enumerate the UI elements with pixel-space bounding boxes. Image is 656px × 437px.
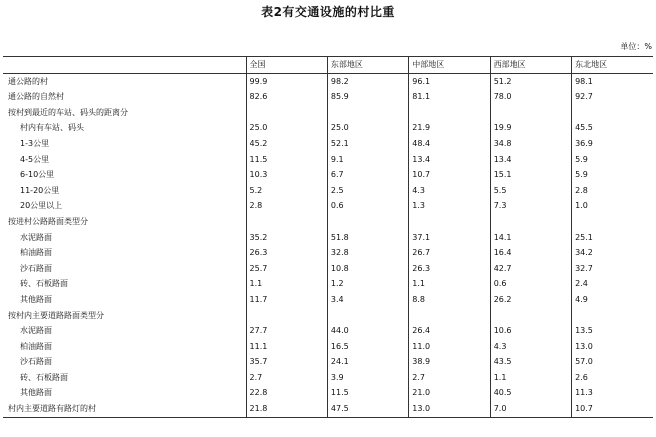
column-header: 全国 — [246, 57, 327, 74]
value-cell: 4.9 — [572, 292, 653, 308]
value-cell: 51.2 — [490, 73, 571, 89]
header-corner-cell — [3, 57, 246, 74]
table-row — [3, 136, 653, 152]
row-label: 1-3公里 — [20, 138, 50, 148]
value-cell: 19.9 — [490, 120, 571, 136]
row-label: 20公里以上 — [20, 201, 63, 211]
table-row — [3, 370, 653, 386]
value-cell: 36.9 — [572, 136, 653, 152]
value-cell: 43.5 — [490, 354, 571, 370]
value-cell: 11.0 — [409, 339, 490, 355]
value-cell: 82.6 — [246, 89, 327, 105]
value-cell: 11.5 — [327, 385, 408, 401]
value-cell — [572, 308, 653, 324]
value-cell — [490, 105, 571, 121]
value-cell: 10.8 — [327, 261, 408, 277]
value-cell: 2.8 — [246, 198, 327, 214]
value-cell: 32.8 — [327, 245, 408, 261]
value-cell: 26.3 — [409, 261, 490, 277]
value-cell: 13.5 — [572, 323, 653, 339]
value-cell: 7.3 — [490, 198, 571, 214]
value-cell: 34.2 — [572, 245, 653, 261]
row-label: 村内有车站、码头 — [20, 123, 84, 133]
value-cell — [246, 105, 327, 121]
value-cell — [572, 105, 653, 121]
value-cell: 25.0 — [246, 120, 327, 136]
value-cell: 26.2 — [490, 292, 571, 308]
value-cell: 25.1 — [572, 230, 653, 246]
value-cell: 11.1 — [246, 339, 327, 355]
value-cell: 98.1 — [572, 73, 653, 89]
table-row — [3, 152, 653, 168]
value-cell: 42.7 — [490, 261, 571, 277]
value-cell: 1.1 — [246, 276, 327, 292]
value-cell — [246, 308, 327, 324]
column-header: 中部地区 — [409, 57, 490, 74]
table-row — [3, 385, 653, 401]
value-cell: 1.1 — [409, 276, 490, 292]
table-body — [3, 73, 653, 417]
table-title: 表2有交通设施的村比重 — [261, 5, 395, 19]
row-label: 砖、石板路面 — [20, 372, 68, 382]
value-cell: 37.1 — [409, 230, 490, 246]
table-row — [3, 167, 653, 183]
row-label: 水泥路面 — [20, 232, 52, 242]
value-cell: 3.9 — [327, 370, 408, 386]
value-cell: 3.4 — [327, 292, 408, 308]
row-label: 柏油路面 — [20, 341, 52, 351]
value-cell: 1.0 — [572, 198, 653, 214]
value-cell: 6.7 — [327, 167, 408, 183]
value-cell: 21.8 — [246, 401, 327, 417]
value-cell: 5.5 — [490, 183, 571, 199]
value-cell: 1.3 — [409, 198, 490, 214]
value-cell: 26.7 — [409, 245, 490, 261]
table-row — [3, 292, 653, 308]
value-cell: 5.2 — [246, 183, 327, 199]
value-cell: 4.3 — [409, 183, 490, 199]
value-cell: 92.7 — [572, 89, 653, 105]
table-row — [3, 105, 653, 121]
value-cell — [409, 214, 490, 230]
value-cell: 2.7 — [409, 370, 490, 386]
value-cell: 34.8 — [490, 136, 571, 152]
column-header: 西部地区 — [490, 57, 571, 74]
value-cell: 51.8 — [327, 230, 408, 246]
table-row — [3, 261, 653, 277]
value-cell: 1.1 — [490, 370, 571, 386]
row-label: 沙石路面 — [20, 263, 52, 273]
row-label: 4-5公里 — [20, 154, 50, 164]
row-label: 11-20公里 — [20, 185, 60, 195]
value-cell: 24.1 — [327, 354, 408, 370]
row-label: 6-10公里 — [20, 170, 55, 180]
table-row — [3, 276, 653, 292]
table-row — [3, 89, 653, 105]
value-cell: 13.4 — [490, 152, 571, 168]
value-cell: 78.0 — [490, 89, 571, 105]
value-cell: 11.5 — [246, 152, 327, 168]
value-cell: 44.0 — [327, 323, 408, 339]
value-cell: 57.0 — [572, 354, 653, 370]
value-cell: 16.5 — [327, 339, 408, 355]
value-cell: 25.7 — [246, 261, 327, 277]
value-cell: 15.1 — [490, 167, 571, 183]
table-row — [3, 120, 653, 136]
statistics-table — [3, 56, 653, 418]
row-label: 村内主要道路有路灯的村 — [3, 401, 246, 417]
value-cell: 2.6 — [572, 370, 653, 386]
value-cell — [327, 105, 408, 121]
header-row — [3, 57, 653, 74]
row-label: 按进村公路路面类型分 — [8, 216, 88, 226]
value-cell: 16.4 — [490, 245, 571, 261]
value-cell: 21.9 — [409, 120, 490, 136]
value-cell: 22.8 — [246, 385, 327, 401]
table-row — [3, 354, 653, 370]
value-cell: 5.9 — [572, 152, 653, 168]
value-cell: 52.1 — [327, 136, 408, 152]
value-cell: 11.3 — [572, 385, 653, 401]
column-header: 东部地区 — [327, 57, 408, 74]
value-cell — [490, 308, 571, 324]
value-cell: 85.9 — [327, 89, 408, 105]
value-cell: 99.9 — [246, 73, 327, 89]
table-row — [3, 245, 653, 261]
value-cell: 2.4 — [572, 276, 653, 292]
value-cell: 2.5 — [327, 183, 408, 199]
row-label: 其他路面 — [20, 294, 52, 304]
value-cell: 27.7 — [246, 323, 327, 339]
table-row — [3, 73, 653, 89]
value-cell: 45.5 — [572, 120, 653, 136]
value-cell: 81.1 — [409, 89, 490, 105]
value-cell: 40.5 — [490, 385, 571, 401]
value-cell — [409, 308, 490, 324]
value-cell — [327, 214, 408, 230]
table-row — [3, 308, 653, 324]
value-cell: 8.8 — [409, 292, 490, 308]
value-cell: 45.2 — [246, 136, 327, 152]
value-cell: 10.3 — [246, 167, 327, 183]
value-cell: 1.2 — [327, 276, 408, 292]
row-label: 通公路的自然村 — [8, 92, 64, 102]
value-cell — [409, 105, 490, 121]
row-label: 砖、石板路面 — [20, 279, 68, 289]
value-cell: 5.9 — [572, 167, 653, 183]
unit-label: 单位：% — [620, 42, 652, 51]
value-cell: 25.0 — [327, 120, 408, 136]
value-cell: 35.2 — [246, 230, 327, 246]
table-row — [3, 183, 653, 199]
row-label: 通公路的村 — [8, 76, 48, 86]
table-row — [3, 198, 653, 214]
value-cell: 26.3 — [246, 245, 327, 261]
row-label: 其他路面 — [20, 388, 52, 398]
value-cell: 35.7 — [246, 354, 327, 370]
value-cell — [246, 214, 327, 230]
row-label: 沙石路面 — [20, 357, 52, 367]
value-cell — [327, 308, 408, 324]
value-cell — [572, 214, 653, 230]
value-cell: 10.6 — [490, 323, 571, 339]
value-cell: 13.4 — [409, 152, 490, 168]
value-cell: 38.9 — [409, 354, 490, 370]
value-cell: 13.0 — [572, 339, 653, 355]
value-cell: 98.2 — [327, 73, 408, 89]
value-cell — [490, 214, 571, 230]
table-row — [3, 401, 653, 417]
value-cell: 10.7 — [409, 167, 490, 183]
value-cell: 7.0 — [490, 401, 571, 417]
value-cell: 26.4 — [409, 323, 490, 339]
value-cell: 10.7 — [572, 401, 653, 417]
value-cell: 14.1 — [490, 230, 571, 246]
value-cell: 0.6 — [327, 198, 408, 214]
value-cell: 0.6 — [490, 276, 571, 292]
table-row — [3, 339, 653, 355]
row-label: 水泥路面 — [20, 326, 52, 336]
value-cell: 48.4 — [409, 136, 490, 152]
value-cell: 47.5 — [327, 401, 408, 417]
value-cell: 32.7 — [572, 261, 653, 277]
value-cell: 21.0 — [409, 385, 490, 401]
row-label: 按村内主要道路路面类型分 — [8, 310, 104, 320]
value-cell: 11.7 — [246, 292, 327, 308]
row-label: 按村到最近的车站、码头的距离分 — [8, 107, 128, 117]
value-cell: 13.0 — [409, 401, 490, 417]
table-header — [3, 57, 653, 74]
column-header: 东北地区 — [572, 57, 653, 74]
table-row — [3, 214, 653, 230]
row-label: 柏油路面 — [20, 248, 52, 258]
table-row — [3, 323, 653, 339]
value-cell: 96.1 — [409, 73, 490, 89]
value-cell: 4.3 — [490, 339, 571, 355]
value-cell: 9.1 — [327, 152, 408, 168]
value-cell: 2.7 — [246, 370, 327, 386]
table-row — [3, 230, 653, 246]
value-cell: 2.8 — [572, 183, 653, 199]
